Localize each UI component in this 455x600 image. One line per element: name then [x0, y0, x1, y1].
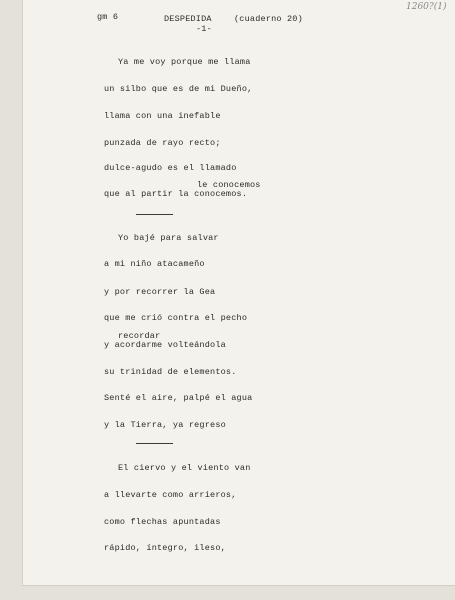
verse-line: y por recorrer la Gea — [104, 287, 216, 297]
verse-line: que al partir la conocemos. — [104, 189, 248, 199]
stanza-divider — [136, 443, 173, 444]
typewritten-page — [22, 0, 455, 586]
page-title: DESPEDIDA — [164, 14, 212, 24]
archive-mark: 1260?(1) — [406, 2, 447, 12]
page-code: gm 6 — [97, 12, 119, 22]
verse-line: su trinidad de elementos. — [104, 367, 237, 377]
verse-line: llama con una inefable — [104, 111, 221, 121]
verse-line: a mi niño atacameño — [104, 259, 205, 269]
verse-line: un silbo que es de mi Dueño, — [104, 84, 253, 94]
verse-correction: le conocemos — [197, 180, 261, 190]
verse-line: punzada de rayo recto; — [104, 138, 221, 148]
verse-line: como flechas apuntadas — [104, 517, 221, 527]
stanza-divider — [136, 214, 173, 215]
verse-line: Ya me voy porque me llama — [118, 57, 251, 67]
verse-correction: recordar — [118, 331, 161, 341]
page-number: -1- — [196, 24, 212, 34]
verse-line: y la Tierra, ya regreso — [104, 420, 226, 430]
verse-line: El ciervo y el viento van — [118, 463, 251, 473]
verse-line: Yo bajé para salvar — [118, 233, 219, 243]
verse-line: dulce-agudo es el llamado — [104, 163, 237, 173]
verse-line: rápido, íntegro, ileso, — [104, 543, 226, 553]
page-subtitle: (cuaderno 20) — [234, 14, 303, 24]
verse-line: a llevarte como arrieros, — [104, 490, 237, 500]
verse-line: y acordarme volteándola — [104, 340, 226, 350]
verse-line: Senté el aire, palpé el agua — [104, 393, 253, 403]
verse-line: que me crió contra el pecho — [104, 313, 248, 323]
